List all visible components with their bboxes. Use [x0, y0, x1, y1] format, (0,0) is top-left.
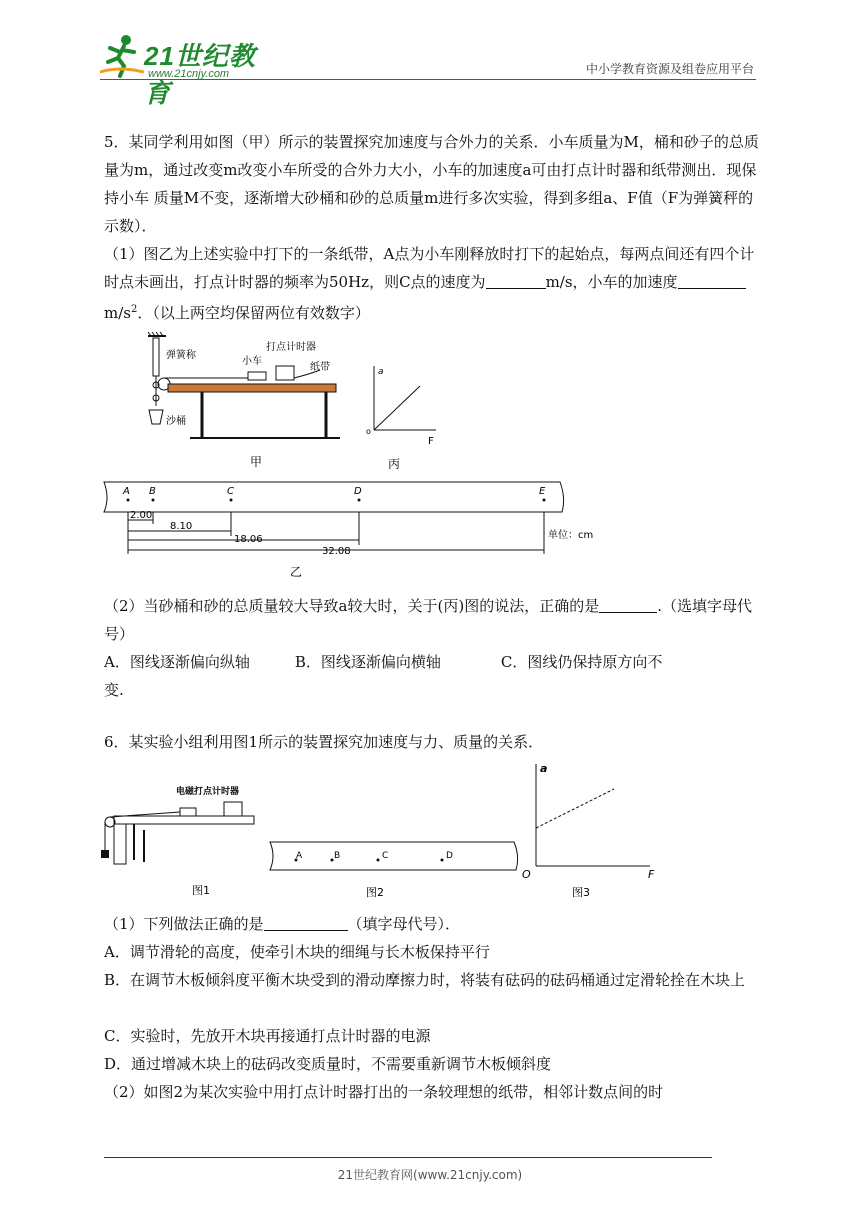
runner-logo-icon — [100, 32, 144, 78]
q6-option-a: A．调节滑轮的高度，使牵引木块的细绳与长木板保持平行 — [104, 943, 490, 961]
dist-ae: 32.08 — [322, 546, 351, 557]
q6-option-c: C．实验时，先放开木块再接通打点计时器的电源 — [104, 1027, 431, 1045]
point-a: A — [296, 851, 303, 861]
tape-dot — [230, 499, 233, 502]
q5-sub1-text-2: m/s，小车的加速度 — [545, 273, 678, 291]
q5-sub1 — [104, 240, 762, 327]
axis-a-label: a — [540, 762, 548, 775]
answer-blank — [486, 272, 546, 289]
q6-option-d: D．通过增减木块上的砝码改变质量时，不需要重新调节木板倾斜度 — [104, 1055, 552, 1073]
fig-bing-caption: 丙 — [388, 457, 401, 471]
header-divider — [100, 79, 756, 80]
fig3-caption: 图3 — [572, 886, 590, 899]
q5-sub1-text-3: ．（以上两空均保留两位有效数字） — [137, 304, 370, 322]
point-c: C — [227, 486, 234, 497]
origin-label: o — [366, 427, 371, 436]
cart-label: 小车 — [242, 356, 262, 367]
timer-label: 打点计时器 — [266, 342, 316, 353]
figure-1 — [100, 780, 270, 900]
axis-f-label: F — [648, 868, 655, 881]
logo-url: www.21cnjy.com — [148, 68, 230, 80]
q5-sub2-text: （2）当砂桶和砂的总质量较大导致a较大时，关于(丙)图的说法，正确的是 — [104, 597, 600, 615]
tape-dot — [441, 859, 444, 862]
q5-sub1-text: （1）图乙为上述实验中打下的一条纸带，A点为小车刚释放时打下的起始点，每两点间还有四个计时点未画出，打点计时器的频率为50Hz，则C点的速度为 — [104, 245, 755, 291]
bucket-label: 沙桶 — [166, 416, 186, 427]
fig-yi-caption: 乙 — [290, 565, 303, 579]
header-platform-text: 中小学教育资源及组卷应用平台 — [585, 62, 754, 76]
logo-text: 21世纪教育 — [144, 41, 256, 108]
q6-option-b: B．在调节木板倾斜度平衡木块受到的滑动摩擦力时，将装有砝码的砝码桶通过定滑轮拴在木块上 — [104, 971, 746, 989]
q6-stem: 6．某实验小组利用图1所示的装置探究加速度与力、质量的关系． — [104, 733, 544, 751]
axis-a-label: a — [378, 367, 384, 377]
figure-3 — [516, 756, 666, 902]
q5-sub2 — [104, 592, 762, 648]
q5-stem: 5．某同学利用如图（甲）所示的装置探究加速度与合外力的关系．小车质量为M，桶和砂子的总质量为m，通过改变m改变小车所受的合外力大小，小车的加速度a可由打点计时器和纸带测出．现保持小车 质量M不变，逐渐增大砂桶和砂的总质量m进行多次实验，得到多组a、F值（F为弹簧秤的示数）． — [104, 133, 759, 235]
dist-ab: 2.00 — [130, 510, 153, 521]
answer-blank — [678, 272, 746, 289]
answer-blank — [264, 914, 348, 931]
footer-text: 21世纪教育网(www.21cnjy.com) — [337, 1168, 523, 1182]
q5-sub2-text-2: .（选填字母代号） — [104, 597, 752, 643]
tape-dot — [358, 499, 361, 502]
footer-divider — [104, 1157, 712, 1158]
point-b: B — [334, 851, 341, 861]
figure-bing — [360, 360, 450, 472]
point-c: C — [382, 851, 389, 861]
figure-2-tape — [266, 836, 522, 902]
dist-ad: 18.06 — [234, 534, 263, 545]
tape-dot — [377, 859, 380, 862]
figure-jia — [140, 328, 350, 474]
tape-dot — [152, 499, 155, 502]
timer-label: 电磁打点计时器 — [176, 787, 240, 797]
figure-yi-tape — [104, 478, 594, 582]
q5-sub1-sup: 2 — [130, 304, 138, 315]
q6-sub1-text: （1）下列做法正确的是 — [104, 915, 264, 933]
unit-label: 单位：cm — [548, 530, 594, 541]
point-e: E — [539, 486, 546, 497]
fig-jia-caption: 甲 — [250, 455, 263, 469]
tape-dot — [543, 499, 546, 502]
q6-sub1-text-2: （填字母代号）． — [347, 915, 461, 933]
fig1-caption: 图1 — [192, 884, 210, 897]
q5-options: A．图线逐渐偏向纵轴 B．图线逐渐偏向横轴 C．图线仍保持原方向不 — [104, 653, 663, 671]
tape-dot — [127, 499, 130, 502]
answer-blank — [599, 596, 657, 613]
site-logo — [100, 32, 270, 108]
q5-sub1-unit: m/s — [104, 304, 131, 322]
point-d: D — [446, 851, 453, 861]
q6-sub1 — [104, 910, 762, 938]
point-a: A — [123, 486, 130, 497]
point-b: B — [149, 486, 156, 497]
spring-scale-label: 弹簧称 — [166, 350, 196, 361]
q6-sub2: （2）如图2为某次实验中用打点计时器打出的一条较理想的纸带，相邻计数点间的时 — [104, 1083, 664, 1101]
fig2-caption: 图2 — [366, 886, 384, 899]
dist-ac: 8.10 — [170, 521, 193, 532]
point-d: D — [354, 486, 362, 497]
tape-label: 纸带 — [310, 362, 330, 373]
origin-label: O — [522, 868, 531, 881]
axis-f-label: F — [428, 436, 434, 447]
q5-options-tail: 变. — [104, 681, 124, 699]
